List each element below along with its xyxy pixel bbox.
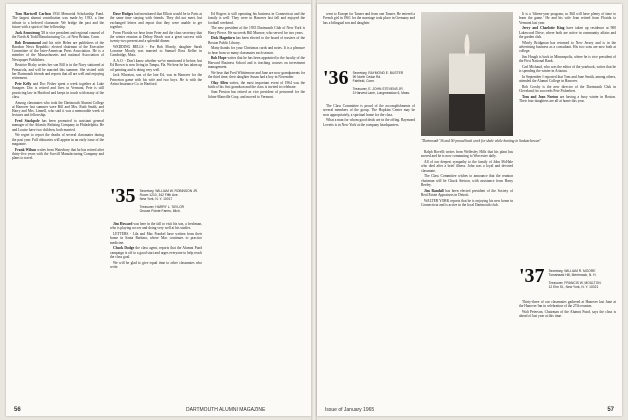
- officer-line: Tomahawk Hill, Merrimack, N. H.: [548, 273, 597, 277]
- paragraph-lead: Jack Armstrong: [15, 30, 40, 35]
- paragraph: [421, 150, 513, 159]
- paragraph-text: The Class Committee is proud of the accomplishments of several members of the group. The Hopkins Center may be now appropriately, a spiritual home for the class.: [323, 104, 415, 117]
- class-36-header: [323, 68, 415, 95]
- paragraph-text: the class agent, reports that the Alumni Fund campaign is off to a good start and urges everyone to help reach the class goal.: [110, 246, 202, 259]
- hunter-photo: [421, 12, 513, 136]
- paragraph: [12, 82, 104, 99]
- officer-line: Grouse Pointe Farms, Mich.: [139, 209, 181, 213]
- paragraph-text: Many thanks for your Christmas cards and notes. It is a pleasure to hear from so many classmates each season.: [208, 46, 305, 55]
- paragraph: [323, 104, 415, 117]
- paragraph: [12, 133, 104, 146]
- footer-title: DARTMOUTH ALUMNI MAGAZINE: [186, 407, 266, 413]
- paragraph-text: Ralph Rovelli writes from Wellesley Hills that his plant has moved and he is now commuting to Worcester daily.: [421, 150, 513, 159]
- paragraph: [12, 41, 104, 62]
- paragraph-text: Ed Rogers is still operating his business in Connecticut and the family is well. They were in Hanover last fall and enjoyed the football weekend.: [208, 12, 305, 25]
- paragraph: [208, 12, 305, 25]
- paragraph: [208, 90, 305, 99]
- officer-line: 90 North Cedar Rd.: [352, 75, 382, 79]
- paragraph-text: writes, the most important event of 1964 was the birth of his first grandson and the class is invited to celebrate.: [208, 80, 305, 89]
- paragraph-text: In September I reported that Tom and Jane Smith, among others, attended the Alumni College in Hanover.: [519, 74, 616, 84]
- class-officers: [549, 266, 601, 289]
- paragraph: [208, 56, 305, 69]
- paragraph: [110, 45, 202, 58]
- paragraph-text: writes that he has been appointed to the faculty of the Harvard Business School and is teaching courses on investment management.: [208, 56, 305, 69]
- officer-line: 12 Elm St., New York, N. Y. 10021: [548, 285, 599, 289]
- paragraph: [519, 310, 616, 319]
- paragraph-text: It is a 'fifteen-year program, so Bill will have plenty of time to learn the game.' He and his wife Jean retired from Florida to Vermont last year.: [519, 12, 616, 25]
- paragraph-text: We hear that Fred Whittemore and Jane are now grandparents for the third time; their daughter Susan had a boy in November.: [208, 70, 305, 79]
- paragraph: [12, 148, 104, 161]
- footer-title: Issue of January 1965: [325, 407, 375, 413]
- officer-line: Treasurer, FRANCIS W. MOULTON: [548, 281, 601, 285]
- paragraph-lead: Tom Hartwell Carlton: [15, 12, 51, 16]
- left-column-2-continued: [110, 222, 202, 408]
- paragraph: [12, 119, 104, 132]
- paragraph: [12, 101, 104, 118]
- paragraph-lead: Tom and Jean Norton: [522, 94, 559, 99]
- officer-line: 3 Harvest Lane, Longmeadow 6, Mass.: [352, 91, 410, 95]
- paragraph-text: was here in the fall to visit his son, a freshman, who is playing soccer and doing very well at his studies.: [110, 222, 202, 231]
- class-officers: [353, 68, 410, 95]
- right-column-3-continued: [519, 300, 616, 408]
- paragraph-text: has been promoted to assistant general manager of the Atlantic Refining Company in Philadelphia. He and Louise have two children, both married.: [12, 119, 104, 132]
- paragraph-text: Walt Peterson, Chairman of the Alumni Fund, says the class is ahead of last year at this time.: [519, 309, 616, 319]
- paragraph-text: Jack Wheaton, son of the late Ed, was in Hanover for the Princeton game with his wife and two boys. He is with the Aetna Insurance Co. in Hartford.: [110, 73, 202, 87]
- paragraph: [110, 59, 202, 72]
- paragraph-text: Carl Michaud, who was the editor of the yearbook, writes that he is spending the winter in Arizona.: [519, 64, 616, 74]
- paragraph-text: went to Europe for Tanzer and from one Tanzer, He entered a French girl in 1961 for the marriage took place in Germany and has a bilingual son and daughter.: [323, 12, 415, 25]
- right-column-2: [421, 150, 513, 408]
- paragraph-lead: Dick Hagedorn: [211, 36, 235, 41]
- paragraph: [519, 26, 616, 39]
- paragraph-text: 1934 Memorial Scholarship Fund. The largest alumni contribution was made by 1933, a fine tribute to a beloved classmate. We bridge the past and the future with a spirit of fine fellowship.: [12, 12, 104, 29]
- paragraph: [208, 26, 305, 35]
- left-page: [6, 4, 311, 416]
- class-37-header: [519, 266, 616, 289]
- paragraph: [110, 261, 202, 270]
- paragraph-text: had mentioned that Elliott would be in Paris at the same time staying with friends. They did not meet, but exchanged letters and report that they were unable to get together.: [110, 12, 202, 29]
- paragraph: [519, 41, 616, 54]
- paragraph: [519, 65, 616, 74]
- paragraph-text: Bob Crosby is the new director of the Dartmouth Club in Cleveland; he succeeds Pete Fisherbert.: [519, 84, 616, 94]
- paragraph: [421, 160, 513, 173]
- paragraph: [208, 36, 305, 45]
- hunter-figure: [449, 34, 486, 131]
- class-number: '37: [519, 265, 545, 287]
- paragraph-text: Beatrice Bixby writes her son Bill is in the Navy stationed at Pensacola, and will be married this summer. She visited with her Dartmouth friends and reports that all are well and enjoying retirement.: [12, 63, 104, 81]
- paragraph-lead: Pete Kelly: [15, 82, 32, 87]
- right-column-1: [323, 12, 415, 66]
- paragraph-text: has been elected to the board of trustees of the Boston Public Library.: [208, 36, 305, 45]
- paragraph: [12, 63, 104, 80]
- paragraph: [110, 12, 202, 29]
- paragraph: [208, 71, 305, 80]
- paragraph-lead: Jim Randall: [424, 188, 444, 193]
- paragraph: [519, 95, 616, 104]
- paragraph-text: The Class Committee wishes to announce that the reunion chairman will be Chuck Stetson, with assistance from Harry Beeley.: [421, 174, 513, 187]
- paragraph: [323, 12, 415, 25]
- paragraph-text: We regret to report the deaths of several classmates during the past year. Full obituaries will appear in an early issue of the magazine.: [12, 133, 104, 147]
- left-column-2: [110, 12, 202, 182]
- paragraph: [110, 31, 202, 44]
- paragraph-lead: Olay Allen: [211, 80, 228, 85]
- paragraph-lead: Frank Wilson: [15, 147, 37, 152]
- paragraph: [421, 174, 513, 187]
- paragraph-text: A.A.O. - Don't know whether we've mentioned it before, but Ed Brown is now living in Tampa, Fla. We hear he has taken up oil painting and is doing very well.: [110, 59, 202, 72]
- officer-line: Secretary, WILLIAM W. ROBINSON JR.: [139, 189, 198, 193]
- officer-line: Fairfield, Conn.: [352, 79, 375, 83]
- paragraph: [110, 232, 202, 245]
- class-number: '35: [110, 185, 136, 207]
- paragraph-text: WALTER YORK reports that he is enjoying his new home in Connecticut and is active in the local Dartmouth club.: [421, 198, 513, 207]
- paragraph-text: From Florida we hear from Peter and the class secretary that the winter reunion at Delray Beach was a great success with twenty-two present and a splendid dinner.: [110, 30, 202, 44]
- paragraph-text: The new president of the 1935 Dartmouth Club of New York is Harry Pierce. He succeeds Bill Munroe, who served for two years.: [208, 26, 305, 35]
- paragraph-lead: Bob Drummond: [15, 40, 41, 45]
- paragraph: [519, 12, 616, 25]
- paragraph-text: Whirly Bridgman has returned to New Jersey and is in the advertising business as a consultant. His two sons are now both at college.: [519, 40, 616, 54]
- paragraph: [12, 12, 104, 29]
- paragraph: [421, 189, 513, 198]
- paragraph-lead: Fred Stackpole: [15, 119, 40, 124]
- paragraph-text: Jim Hough is back in Minneapolis, where he is vice president of the First National Bank.: [519, 54, 616, 64]
- paragraph: [110, 73, 202, 86]
- officer-line: Room 1210, 342 Fifth Ave.: [139, 193, 179, 197]
- paragraph-text: LETTERS - Lila and Mac Frankel have written from their home in Santa Barbara, where Mac continues to practice medicine.: [110, 231, 202, 245]
- class-officers: [140, 186, 198, 213]
- paragraph-text: What a man for whom good deals are in the offing. Raymond Lovetts is in New York at the company headquarters.: [323, 118, 415, 127]
- paragraph-text: '28 is vice president and regional counsel of the North & Todd Manufacturing Co., of New Britain, Conn.: [12, 30, 104, 39]
- paragraph-lead: Chuck Dodge: [113, 246, 135, 251]
- paragraph-lead: Jim Howard: [113, 222, 133, 226]
- officer-line: Treasurer, E. JOHN STEVENS JR.: [352, 87, 404, 91]
- photo-caption: "Dartmouth '36 and 50-pound bush work for shale while hunting in Saskatchewan": [421, 139, 541, 143]
- right-column-3: [519, 12, 616, 262]
- paragraph: [519, 55, 616, 64]
- paragraph-text: Thirty-three of our classmates gathered at Hanover last June at the Hanover Inn in celebration of the 27th reunion.: [519, 300, 616, 309]
- paragraph: [421, 199, 513, 208]
- officer-line: New York, N. Y. 10017: [139, 197, 173, 201]
- officer-line: Treasurer, HARRY L. TAYLOR: [139, 205, 185, 209]
- paragraph: [519, 300, 616, 309]
- paragraph-text: We will be glad to give equal time to other classmates who write.: [110, 260, 202, 269]
- right-page: [317, 4, 622, 416]
- paragraph-text: Among classmates who took the Dartmouth Alumni College at Hanover last summer were Bill and Mrs. Ruth Smith, and Harry and Mrs. Linnell, who said it was a memorable week of lectures and fellowship.: [12, 100, 104, 118]
- paragraph-text: and Doc Fisher spent a week together at Lake Sunapee. Doc is retired and lives in Vermont, Pete is still practicing law in Hartford and keeps in touch with many of the class.: [12, 82, 104, 99]
- paragraph: [110, 222, 202, 231]
- paragraph: [519, 75, 616, 84]
- left-column-3: [208, 12, 305, 408]
- page-number: 56: [14, 407, 21, 413]
- paragraph-lead: Bob Hope: [211, 56, 227, 61]
- page-number: 57: [607, 407, 614, 413]
- officer-line: Secretary, WILLIAM R. MOORE: [548, 269, 596, 273]
- paragraph: [208, 46, 305, 55]
- paragraph-lead: Jerry and Charlotte King: [522, 26, 565, 31]
- paragraph-text: and his wife Helen are publishers of the Baraboo News Republic; elected chairman of the Executive Committee of the Inter-American Press Association. He is a member of the Massachusetts and national Association of Newspaper Publishers.: [12, 40, 104, 62]
- class-number: '36: [323, 67, 349, 89]
- paragraph-text: have taken up residence at 900 Lakewood Drive, where both are active in community affairs and the garden club.: [519, 26, 616, 39]
- paragraph-text: are having a busy winter in Boston. Their four daughters are all at home this year.: [519, 94, 616, 104]
- paragraph-text: All of our deepest sympathy to the family of John McHale who died after a brief illness. John was a loyal and devoted classmate.: [421, 159, 513, 173]
- right-column-1-continued: [323, 104, 415, 408]
- paragraph-text: has been elected president of the Society of Real Estate Appraisers in Detroit.: [421, 188, 513, 197]
- class-35-header: [110, 186, 202, 213]
- paragraph: [323, 118, 415, 127]
- paragraph: [110, 246, 202, 259]
- paragraph-text: Sam Preston has retired as vice president of personnel for the Johns-Manville Corp. and moved to Vermont.: [208, 90, 305, 99]
- paragraph: [208, 81, 305, 90]
- paragraph-text: WEDDING BELLS - For Bob Moody, daughter Sarah Lorraine Moody was married to Samuel Ross Keller in Cambridge, Mass.: [110, 44, 202, 58]
- officer-line: Secretary, RAYMOND E. BUSTER: [352, 71, 404, 75]
- paragraph: [519, 85, 616, 94]
- paragraph-text: writes from Waterbury that he has retired after thirty-five years with the Scovill Manufacturing Company and plans to travel.: [12, 147, 104, 161]
- paragraph: [12, 31, 104, 40]
- left-column-1: [12, 12, 104, 408]
- paragraph-lead: Dave Hodges: [113, 12, 134, 16]
